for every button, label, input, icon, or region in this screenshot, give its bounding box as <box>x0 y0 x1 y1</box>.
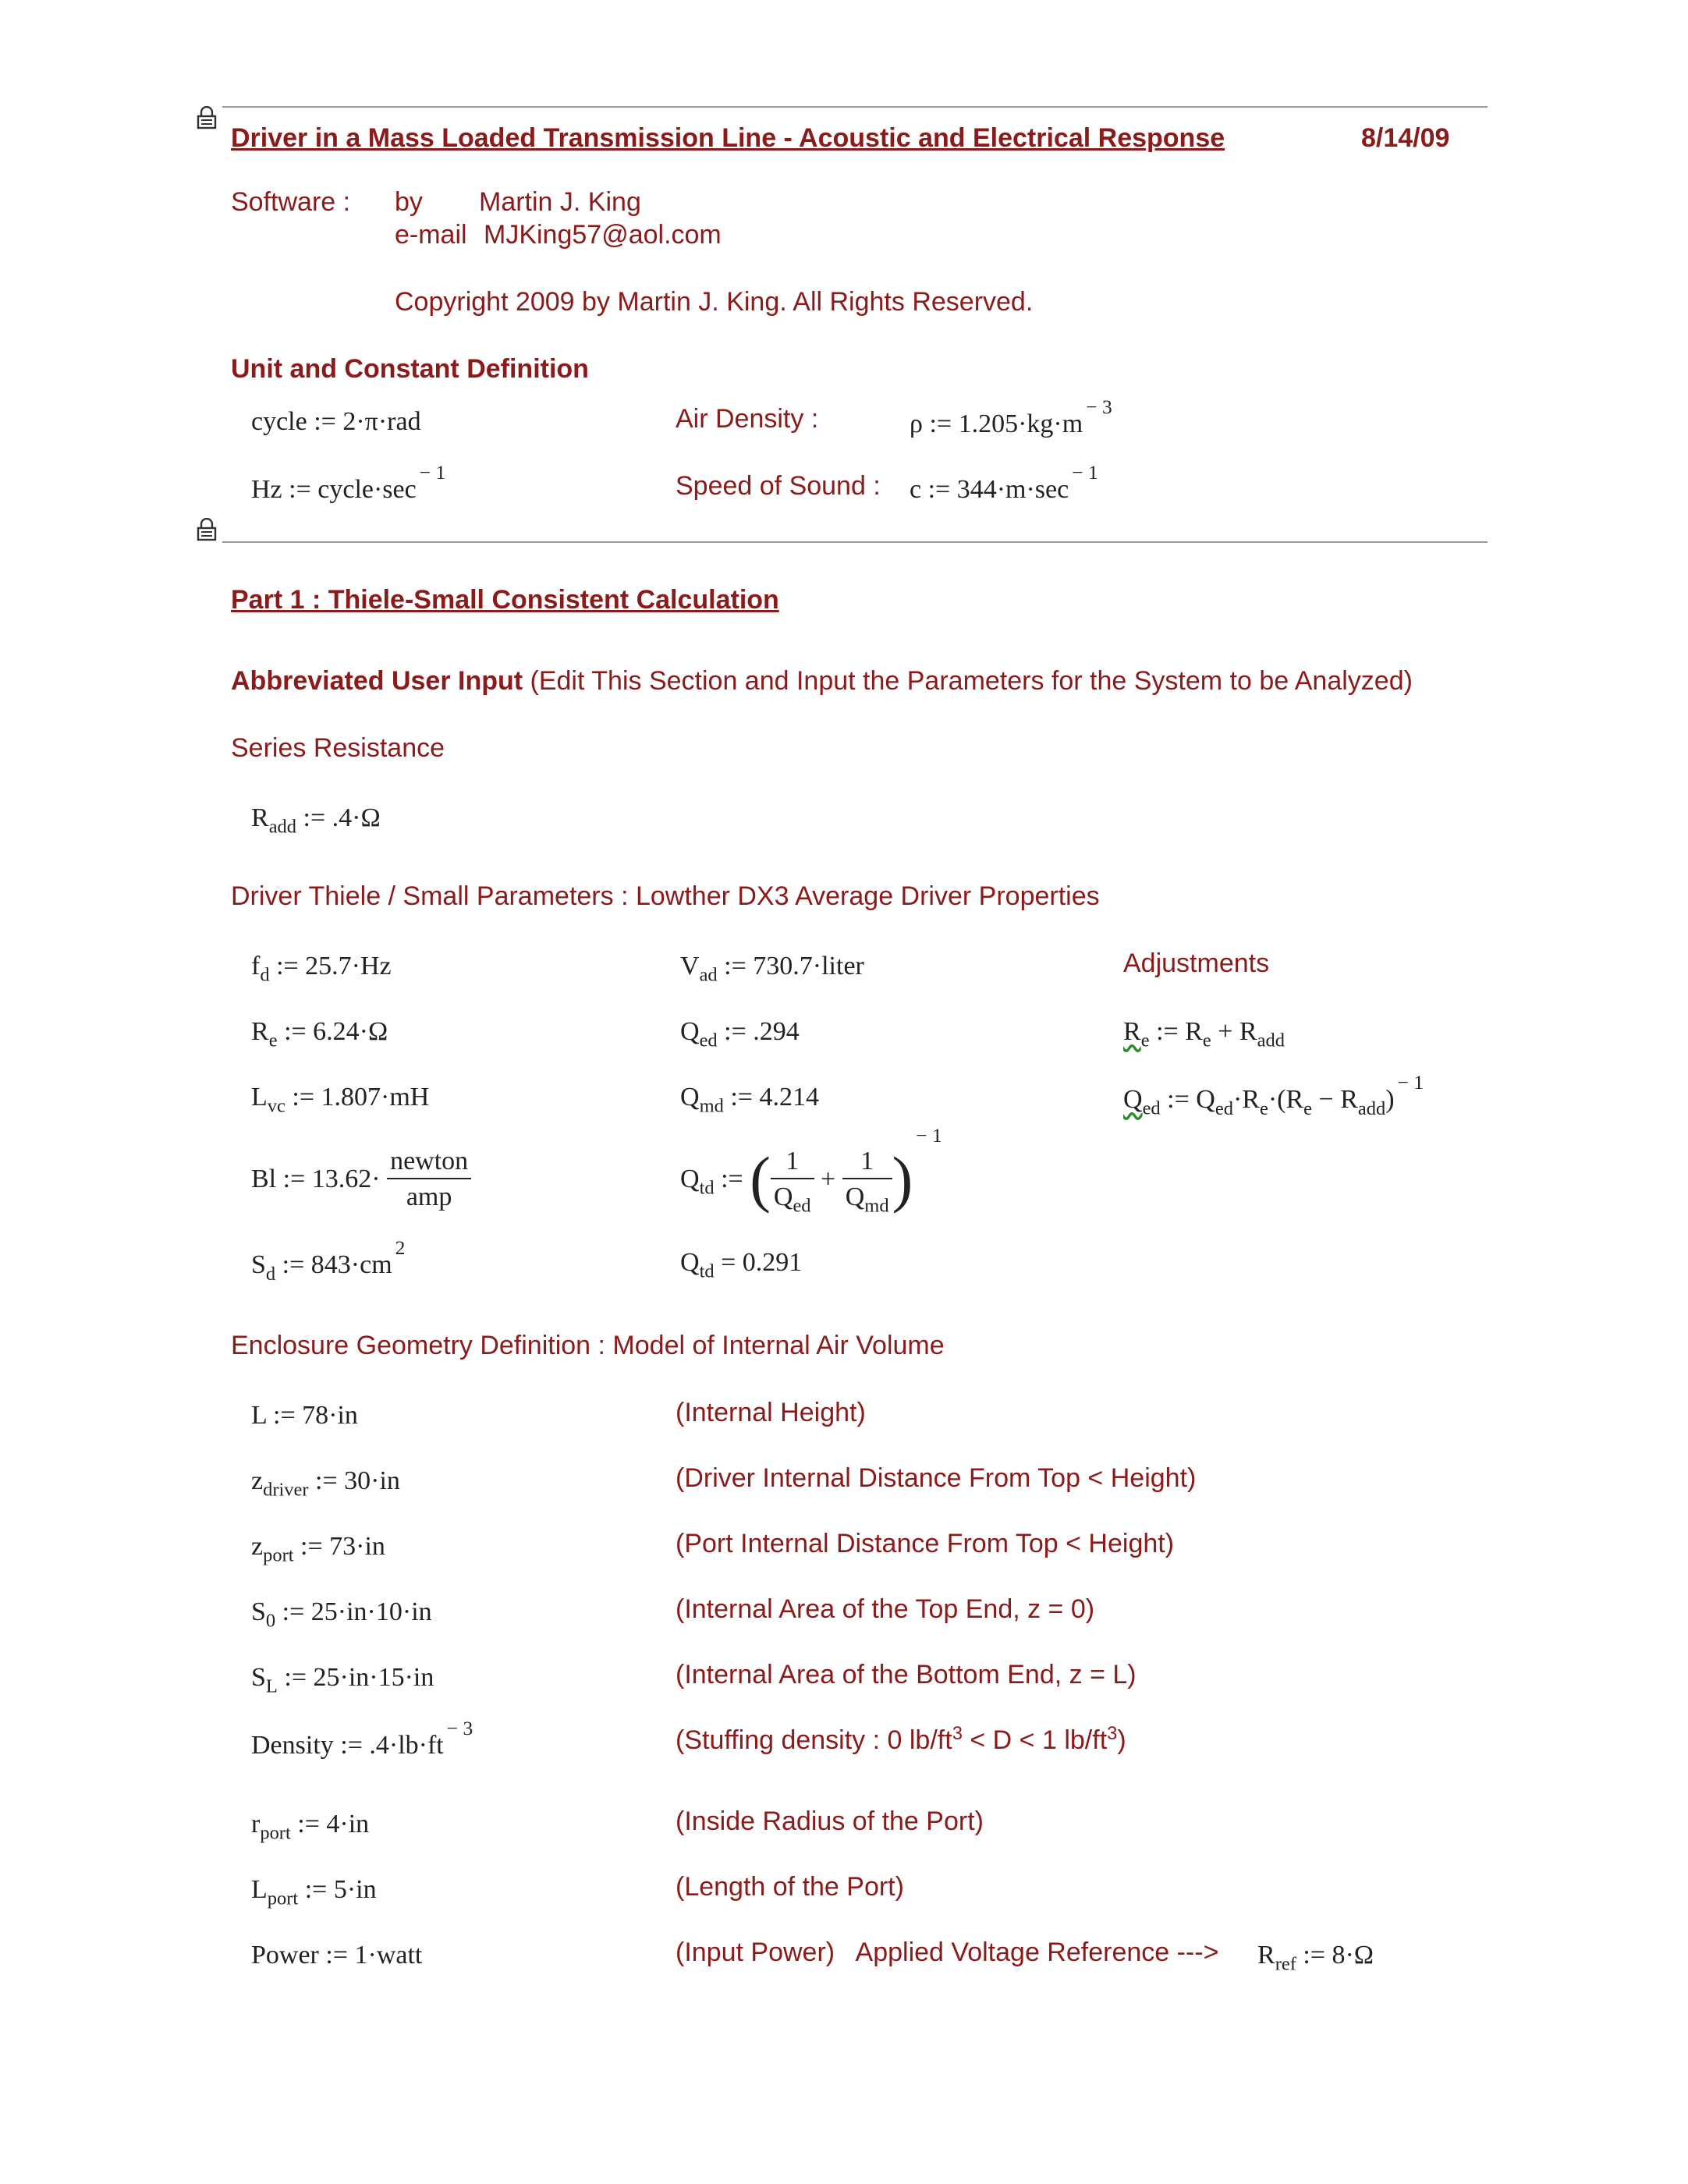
enclosure-section-heading: Enclosure Geometry Definition : Model of Internal Air Volume <box>231 1331 945 1360</box>
part1-heading: Part 1 : Thiele-Small Consistent Calculation <box>231 585 779 615</box>
qtd-definition[interactable]: $Q_{td}$ := ( $\frac{1}{Q_{ed}}$ + $\frac{1}{Q_{md}}$ )$^{- 1}$ <box>680 1124 942 1217</box>
fd-definition[interactable]: $f_d$ := 25.7·Hz <box>251 952 392 986</box>
page-date: 8/14/09 <box>1361 123 1450 153</box>
z-port-note: (Port Internal Distance From Top < Height) <box>676 1529 1175 1558</box>
adjustments-label: Adjustments <box>1123 948 1270 978</box>
speed-of-sound-label: Speed of Sound : <box>676 471 881 501</box>
lock-icon[interactable] <box>197 106 217 129</box>
lvc-definition[interactable]: $L_{vc}$ := 1.807·mH <box>251 1083 430 1117</box>
qed-adjustment[interactable]: $Q_{ed}$ := $Q_{ed}\cdot R_e\cdot(R_e - R_{add})^{- 1}$ <box>1123 1071 1424 1119</box>
qtd-result: $Q_{td} = 0.291$ <box>680 1248 803 1282</box>
user-input-heading: Abbreviated User Input (Edit This Section and Input the Parameters for the System to be Analyzed) <box>231 666 1413 696</box>
unit-section-heading: Unit and Constant Definition <box>231 354 589 384</box>
qmd-definition[interactable]: $Q_{md}$ := 4.214 <box>680 1083 819 1117</box>
author-name: Martin J. King <box>479 187 641 217</box>
density-note: (Stuffing density : 0 $lb/ft^3 < D < 1$ $lb/ft^3$) <box>676 1723 1126 1755</box>
rport-note: (Inside Radius of the Port) <box>676 1806 984 1836</box>
hz-definition[interactable]: Hz := $cycle\cdot\sec^{- 1}$ <box>251 461 446 505</box>
region-top-rule <box>222 106 1488 108</box>
power-note: (Input Power) Applied Voltage Reference ---> <box>676 1938 1219 1967</box>
driver-section-heading: Driver Thiele / Small Parameters : Lowther DX3 Average Driver Properties <box>231 881 1100 911</box>
rho-definition[interactable]: ρ := $1.205\cdot kg\cdot m^{- 3}$ <box>910 395 1112 439</box>
z-driver-note: (Driver Internal Distance From Top < Height) <box>676 1463 1197 1493</box>
c-definition[interactable]: c := $344\cdot m\cdot\sec^{- 1}$ <box>910 461 1098 505</box>
email-address: MJKing57@aol.com <box>484 220 722 250</box>
vad-definition[interactable]: $V_{ad}$ := 730.7·liter <box>680 952 864 986</box>
qed-definition[interactable]: $Q_{ed}$ := .294 <box>680 1017 800 1051</box>
bl-definition[interactable]: Bl := 13.62· $\frac{\text{newton}}{\text{amp}}$ <box>251 1147 471 1212</box>
rport-definition[interactable]: $r_{port}$ := 4·in <box>251 1810 370 1844</box>
length-definition[interactable]: L := 78·in <box>251 1401 358 1430</box>
rref-definition[interactable]: $R_{ref}$ := 8·Ω <box>1257 1941 1374 1975</box>
sd-definition[interactable]: $S_d$ := $843\cdot cm^2$ <box>251 1236 406 1285</box>
density-definition[interactable]: Density := $.4\cdot lb\cdot ft^{- 3}$ <box>251 1717 473 1760</box>
z-driver-definition[interactable]: $z_{driver}$ := 30·in <box>251 1466 400 1501</box>
power-definition[interactable]: Power := 1·watt <box>251 1941 423 1970</box>
re-adjustment[interactable]: $R_e$ := $R_e + R_{add}$ <box>1123 1017 1285 1051</box>
s0-definition[interactable]: $S_0$ := 25·in·10·in <box>251 1597 432 1632</box>
copyright-text: Copyright 2009 by Martin J. King. All Rights Reserved. <box>395 287 1034 317</box>
z-port-definition[interactable]: $z_{port}$ := 73·in <box>251 1532 385 1566</box>
re-definition[interactable]: $R_e$ := 6.24·Ω <box>251 1017 388 1051</box>
radd-definition[interactable]: $R_{add}$ := .4·Ω <box>251 803 381 838</box>
cycle-definition[interactable]: cycle := 2·π·rad <box>251 407 421 436</box>
sl-definition[interactable]: $S_L$ := 25·in·15·in <box>251 1663 434 1697</box>
length-note: (Internal Height) <box>676 1398 866 1427</box>
page-title: Driver in a Mass Loaded Transmission Line - Acoustic and Electrical Response <box>231 123 1225 153</box>
by-label: by <box>395 187 423 217</box>
series-resistance-label: Series Resistance <box>231 733 445 763</box>
s0-note: (Internal Area of the Top End, z = 0) <box>676 1594 1095 1624</box>
air-density-label: Air Density : <box>676 404 819 434</box>
lport-note: (Length of the Port) <box>676 1872 904 1902</box>
region-bottom-rule <box>222 541 1488 543</box>
sl-note: (Internal Area of the Bottom End, z = L) <box>676 1660 1137 1689</box>
lock-icon[interactable] <box>197 518 217 541</box>
email-label: e-mail <box>395 220 467 250</box>
software-label: Software : <box>231 187 351 217</box>
lport-definition[interactable]: $L_{port}$ := 5·in <box>251 1875 377 1909</box>
